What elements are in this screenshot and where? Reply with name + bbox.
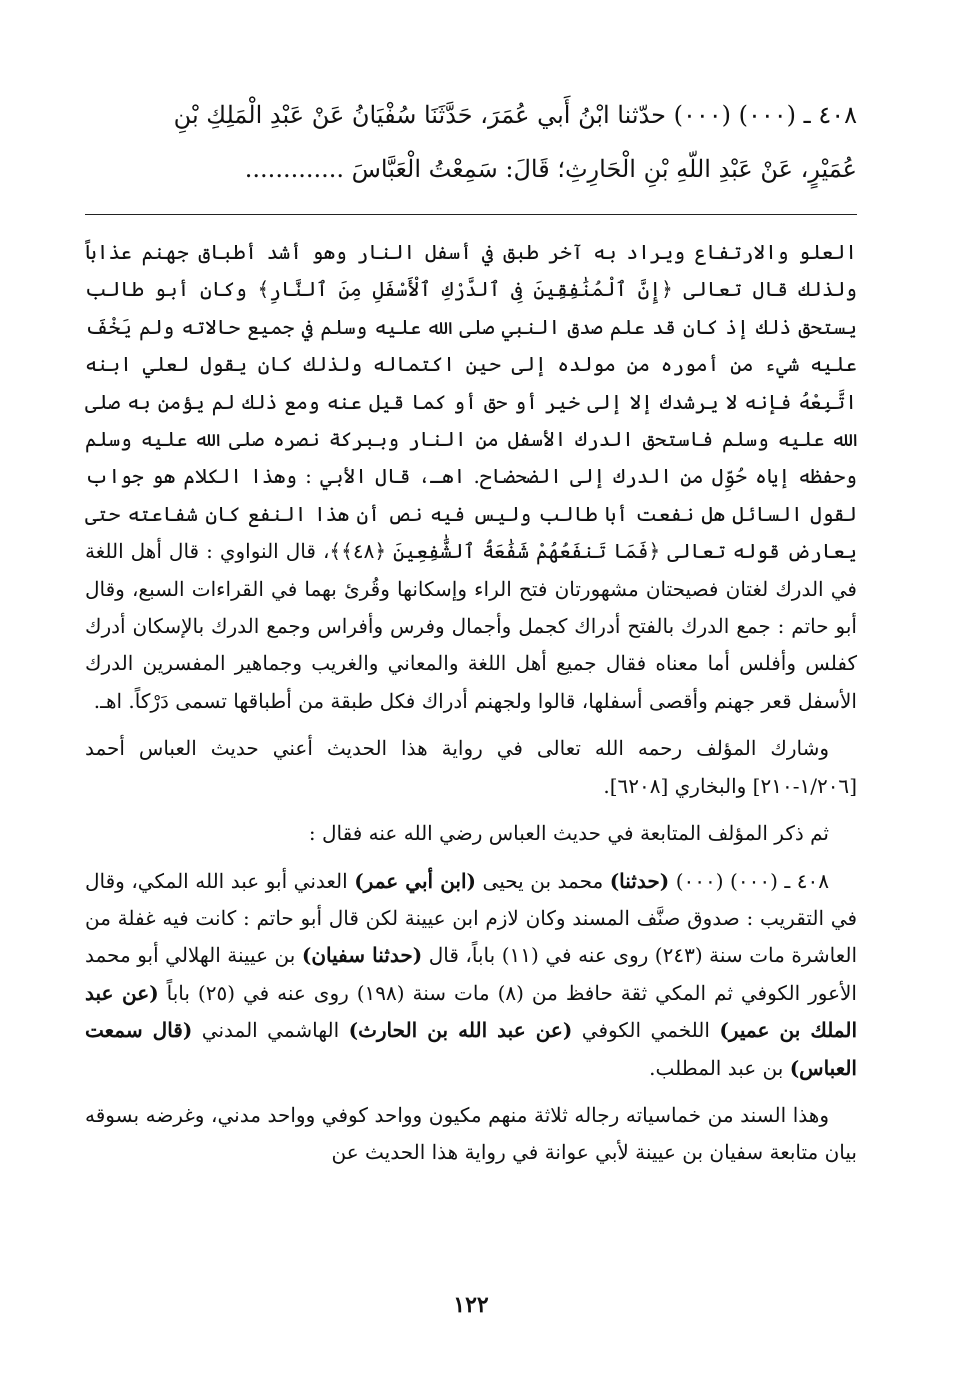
isnad-bold-phrase: (ابن أبي عمر) (354, 868, 477, 893)
page-number: ١٢٢ (453, 1292, 489, 1318)
commentary-text: بن عيينة الهلالي أبو محمد الأعور الكوفي ثم المكي ثقة حافظ من (٨) مات سنة (١٩٨) روى عنه في (٢٥) باباً (85, 943, 857, 1005)
hadith-main-line-2: عُمَيْرٍ، عَنْ عَبْدِ اللّهِ بْنِ الْحَارِثِ؛ قَالَ: سَمِعْتُ الْعَبَّاسَ ............. (244, 155, 857, 183)
commentary-text: ، قال النواوي : قال أهل اللغة في الدرك لغتان فصيحتان مشهورتان فتح الراء وإسكانها وقُرئ بهما في القراءات السبع، وقال أبو حاتم : جمع الدرك بالفتح أدراك كجمل وأجمال وفرس وأفراس وجمع الدرك بالإسكان أدرك كفلس وأفلس أما معناه فقال جميع أهل اللغة والمعاني والغريب وجماهير المفسرين الدرك الأسفل قعر جهنم وأقصى أسفلها، قالوا ولجهنم أدراك فكل طبقة من أطباقها تسمى دَرْكاً. اهـ. (85, 539, 857, 713)
isnad-bold-phrase: (قال سمعت العباس) (85, 1018, 857, 1080)
commentary-text: العدني أبو عبد الله المكي، وقال في التقريب : صدوق صنَّف المسند وكان لازم ابن عيينة لكن قال أبو حاتم : كانت فيه غفلة من العاشرة مات سنة (٢٤٣) روى عنه في (١١) باباً، قال (85, 868, 858, 968)
commentary-paragraph-4 (85, 863, 857, 1087)
commentary-text: العلو والارتفاع ويراد به آخر طبق في أسفل النار وهو أشد أطباق جهنم عذاباً ولذلك قال تعالى (85, 240, 858, 302)
hadith-main-text (85, 88, 857, 196)
footnote-separator-rule (85, 214, 857, 215)
commentary-text: ٤٠٨ ـ (٠٠٠) (٠٠٠) (669, 868, 829, 893)
quran-verse-quote: ﴿فَمَا تَنفَعُهُمْ شَفَٰعَةُ ٱلشَّٰفِعِينَ ﴿٤٨﴾﴾ (329, 539, 661, 564)
commentary-paragraph-3: ثم ذكر المؤلف المتابعة في حديث العباس رضي الله عنه فقال : (308, 821, 829, 846)
book-page (85, 0, 857, 1379)
commentary-text: محمد بن يحيى (476, 868, 610, 893)
isnad-bold-phrase: (عن عبد الله بن الحارث) (348, 1018, 573, 1043)
hadith-main-line-1: ٤٠٨ ـ (٠٠٠) (٠٠٠) حدّثنا ابْنُ أَبي عُمَرَ، حَدَّثَنَا سُفْيَانُ عَنْ عَبْدِ الْمَلِكِ بْنِ (173, 101, 857, 129)
commentary-text: بن عبد المطلب. (649, 1055, 790, 1080)
quran-verse-quote: ﴿إِنَّ ٱلْمُنَٰفِقِينَ فِى ٱلدَّرْكِ ٱلْأَسْفَلِ مِنَ ٱلنَّارِ﴾ (257, 277, 673, 302)
isnad-bold-phrase: (حدثنا) (609, 868, 670, 893)
commentary-text: وكان أبو طالب يستحق ذلك إذ كان قد علم صدق النبي صلى الله عليه وسلم في جميع حالاته ولم يَخْفَ عليه شيء من أموره من مولده إلى حين اكتماله ولذلك كان يقول لعلي ابنه اتَّبِعْهُ فإنه لا يرشدك إلا إلى خير أو حق أو كما قيل عنه ومع ذلك لم يؤمن به صلى الله عليه وسلم فاستحق الدرك الأسفل من النار وببركة نصره صلى الله عليه وسلم وحفظه إياه حُوِّل من الدرك إلى الضحضاح. اهـ، قال الأبي : وهذا الكلام هو جواب لقول السائل هل نفعت أبا طالب وليس فيه نص أن هذا النفع كان شفاعته حتى يعارض قوله تعالى (85, 277, 857, 564)
commentary-paragraph-5: وهذا السند من خماسياته رجاله ثلاثة منهم مكيون وواحد كوفي وواحد مدني، وغرضه بسوقه بيان متابعة سفيان بن عيينة لأبي عوانة في رواية هذا الحديث عن (85, 1102, 857, 1165)
isnad-bold-phrase: (حدثنا سفيان) (301, 943, 423, 968)
commentary-paragraph-1 (85, 234, 857, 720)
commentary-section (85, 234, 857, 1172)
commentary-paragraph-2: وشارك المؤلف رحمه الله تعالى في رواية هذا الحديث أعني حديث العباس أحمد [١/٢٠٦-٢١٠] والبخاري [٦٢٠٨]. (85, 736, 857, 798)
commentary-text: الهاشمي المدني (192, 1018, 349, 1043)
commentary-text: اللخمي الكوفي (572, 1018, 720, 1043)
isnad-bold-phrase: (عن عبد الملك بن عمير) (85, 980, 858, 1043)
